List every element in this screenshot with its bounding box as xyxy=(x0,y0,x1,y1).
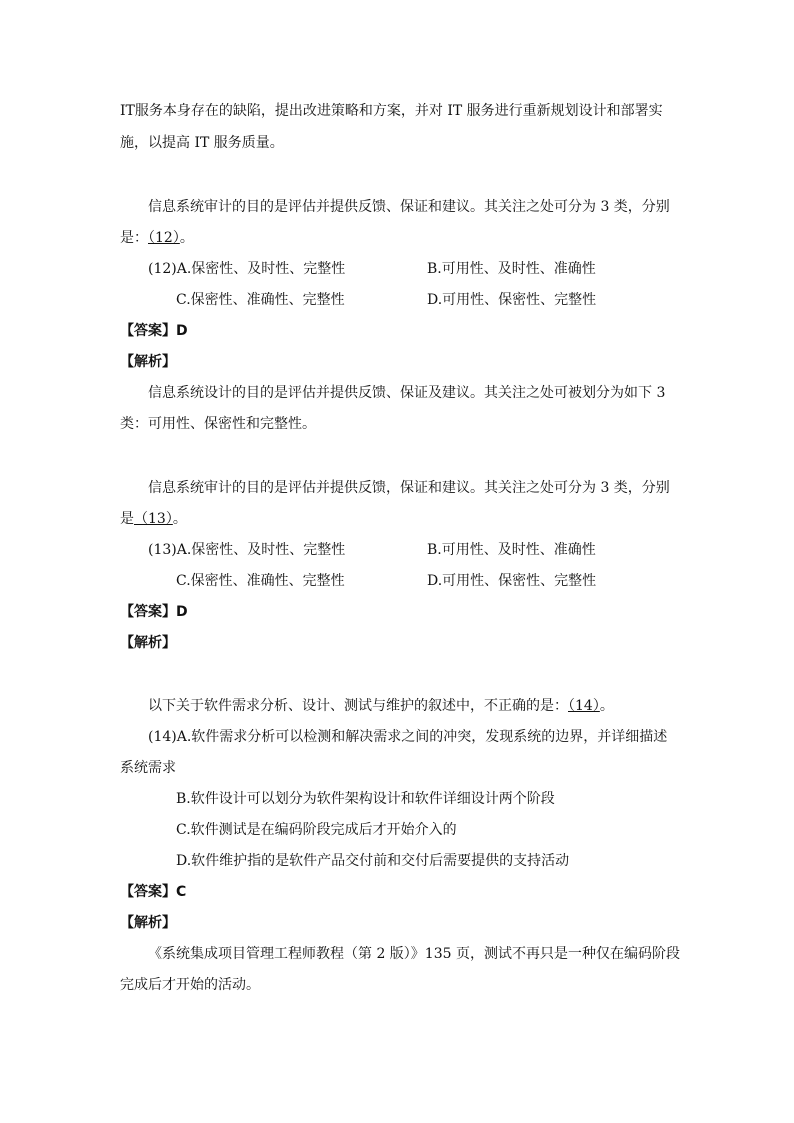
q12-option-b: B.可用性、及时性、准确性 xyxy=(427,261,596,277)
q13-stem-line-1: 信息系统审计的目的是评估并提供反馈，保证和建议。其关注之处可分为 3 类，分别 xyxy=(148,480,670,496)
q12-stem-line-1: 信息系统审计的目的是评估并提供反馈、保证和建议。其关注之处可分为 3 类，分别 xyxy=(148,199,670,215)
q14-option-d: D.软件维护指的是软件产品交付前和交付后需要提供的支持活动 xyxy=(176,853,570,869)
q14-analysis-label: 【解析】 xyxy=(120,915,176,931)
q13-option-b: B.可用性、及时性、准确性 xyxy=(427,542,596,558)
q12-option-c: C.保密性、准确性、完整性 xyxy=(176,292,345,308)
q12-analysis-label: 【解析】 xyxy=(120,354,176,370)
q14-option-c: C.软件测试是在编码阶段完成后才开始介入的 xyxy=(176,822,457,838)
q14-option-a-line-1: (14)A.软件需求分析可以检测和解决需求之间的冲突，发现系统的边界，并详细描述 xyxy=(148,729,668,745)
intro-line-1: IT服务本身存在的缺陷，提出改进策略和方案，并对 IT 服务进行重新规划设计和部署实 xyxy=(120,103,663,119)
q14-stem-suffix: 。 xyxy=(599,698,614,714)
q12-option-d: D.可用性、保密性、完整性 xyxy=(427,292,597,308)
q12-analysis-line-2: 类：可用性、保密性和完整性。 xyxy=(120,416,316,432)
q12-stem-line-2 xyxy=(120,228,194,248)
q13-option-a: (13)A.保密性、及时性、完整性 xyxy=(148,542,346,558)
q14-option-b: B.软件设计可以划分为软件架构设计和软件详细设计两个阶段 xyxy=(176,791,555,807)
q13-stem-line-2 xyxy=(120,509,187,529)
q12-blank: （12） xyxy=(148,230,180,246)
q13-stem-prefix: 是 xyxy=(120,511,134,527)
q12-stem-suffix: 。 xyxy=(179,230,194,246)
q14-analysis-line-2: 完成后才开始的活动。 xyxy=(120,977,260,993)
q14-blank: （14） xyxy=(568,698,600,714)
q14-option-a-line-2: 系统需求 xyxy=(120,760,176,776)
q13-option-d: D.可用性、保密性、完整性 xyxy=(427,573,597,589)
q12-stem-prefix: 是： xyxy=(120,230,148,246)
q14-stem xyxy=(148,696,614,716)
q13-option-c: C.保密性、准确性、完整性 xyxy=(176,573,345,589)
q12-answer: 【答案】D xyxy=(120,323,188,339)
intro-line-2: 施，以提高 IT 服务质量。 xyxy=(120,135,284,151)
q14-answer: 【答案】C xyxy=(120,884,187,900)
q12-analysis-line-1: 信息系统设计的目的是评估并提供反馈、保证及建议。其关注之处可被划分为如下 3 xyxy=(148,385,666,401)
q13-analysis-label: 【解析】 xyxy=(120,635,176,651)
q12-option-a: (12)A.保密性、及时性、完整性 xyxy=(148,261,346,277)
q13-blank: （13） xyxy=(134,511,173,527)
q14-analysis-line-1: 《系统集成项目管理工程师教程（第 2 版）》135 页，测试不再只是一种仅在编码阶段 xyxy=(148,946,680,962)
q14-stem-prefix: 以下关于软件需求分析、设计、测试与维护的叙述中，不正确的是： xyxy=(148,698,568,714)
q13-answer: 【答案】D xyxy=(120,604,188,620)
q13-stem-suffix: 。 xyxy=(172,511,187,527)
